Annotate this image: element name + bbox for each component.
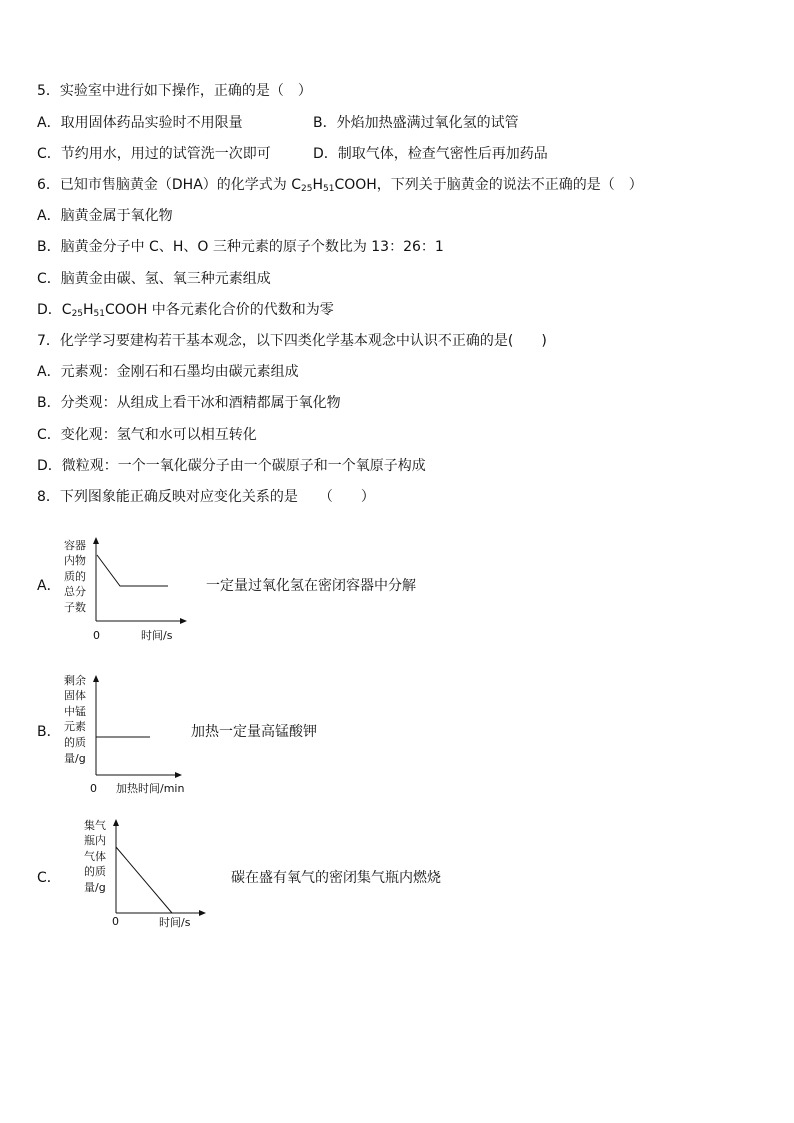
graph-b-origin: 0 bbox=[90, 782, 97, 795]
graph-a-y-arrow bbox=[93, 537, 99, 544]
question-7-stem: 7．化学学习要建构若干基本观念，以下四类化学基本观念中认识不正确的是( ) bbox=[37, 333, 547, 349]
question-6-option-b: B．脑黄金分子中 C、H、O 三种元素的原子个数比为 13：26：1 bbox=[37, 239, 444, 255]
graph-a-curve bbox=[97, 555, 168, 586]
graph-option-c bbox=[80, 815, 220, 935]
graph-a-ylabel-line-5: 子数 bbox=[64, 601, 86, 614]
question-8-option-a-label: A． bbox=[37, 578, 61, 594]
graph-c-origin: 0 bbox=[112, 915, 119, 928]
graph-c-x-arrow bbox=[199, 910, 206, 916]
graph-b-ylabel-line-2: 固体 bbox=[64, 689, 86, 702]
graph-b-ylabel-line-6: 量/g bbox=[64, 752, 86, 765]
graph-b-x-arrow bbox=[175, 772, 182, 778]
graph-b-ylabel-line-4: 元素 bbox=[64, 720, 86, 733]
graph-c-xlabel: 时间/s bbox=[159, 916, 191, 929]
graph-c-ylabel-line-2: 瓶内 bbox=[84, 834, 106, 847]
graph-a-ylabel-line-4: 总分 bbox=[64, 585, 86, 598]
graph-c-curve bbox=[116, 847, 172, 913]
question-7-option-a: A．元素观：金刚石和石墨均由碳元素组成 bbox=[37, 364, 299, 380]
graph-a-svg bbox=[60, 535, 200, 645]
graph-c-ylabel-line-1: 集气 bbox=[84, 819, 106, 832]
question-7-option-c: C．变化观：氢气和水可以相互转化 bbox=[37, 427, 257, 443]
graph-a-ylabel-line-3: 质的 bbox=[64, 570, 86, 583]
graph-c-svg bbox=[80, 815, 220, 935]
question-8-option-a-desc: 一定量过氧化氢在密闭容器中分解 bbox=[206, 578, 416, 594]
graph-c-ylabel-line-5: 量/g bbox=[84, 881, 106, 894]
graph-b-ylabel-line-1: 剩余 bbox=[64, 674, 86, 687]
graph-b-ylabel-line-5: 的质 bbox=[64, 736, 86, 749]
question-8-option-b-desc: 加热一定量高锰酸钾 bbox=[191, 724, 317, 740]
question-8-option-b-label: B． bbox=[37, 724, 61, 740]
question-6-option-c: C．脑黄金由碳、氢、氧三种元素组成 bbox=[37, 271, 271, 287]
question-8-stem: 8．下列图象能正确反映对应变化关系的是 （ ） bbox=[37, 489, 375, 505]
graph-b-svg bbox=[60, 670, 200, 800]
question-5-option-b: B．外焰加热盛满过氧化氢的试管 bbox=[313, 115, 519, 131]
graph-option-b bbox=[60, 670, 200, 800]
question-5-stem: 5．实验室中进行如下操作，正确的是（ ） bbox=[37, 83, 312, 99]
graph-a-xlabel: 时间/s bbox=[141, 629, 173, 642]
graph-c-y-arrow bbox=[113, 819, 119, 826]
question-8-option-c-desc: 碳在盛有氧气的密闭集气瓶内燃烧 bbox=[231, 870, 441, 886]
graph-b-y-arrow bbox=[93, 675, 99, 682]
graph-b-xlabel: 加热时间/min bbox=[116, 782, 185, 795]
question-6-stem: 6．已知市售脑黄金（DHA）的化学式为 $C_{25}H_{51}COOH$，下列关于脑黄金的说法不正确的是（ ） bbox=[37, 177, 643, 194]
graph-c-ylabel-line-3: 气体 bbox=[84, 850, 106, 863]
question-5-option-d: D．制取气体，检查气密性后再加药品 bbox=[313, 146, 548, 162]
graph-a-origin: 0 bbox=[93, 629, 100, 642]
question-5-option-a: A．取用固体药品实验时不用限量 bbox=[37, 115, 243, 131]
question-6-option-a: A．脑黄金属于氧化物 bbox=[37, 208, 173, 224]
question-6-option-d: D．$C_{25}H_{51}COOH$ 中各元素化合价的代数和为零 bbox=[37, 302, 334, 319]
question-5-option-c: C．节约用水，用过的试管洗一次即可 bbox=[37, 146, 271, 162]
question-8-option-c-label: C． bbox=[37, 870, 61, 886]
graph-option-a bbox=[60, 535, 200, 645]
graph-a-ylabel-line-2: 内物 bbox=[64, 554, 86, 567]
graph-a-ylabel-line-1: 容器 bbox=[64, 539, 86, 552]
question-7-option-b: B．分类观：从组成上看干冰和酒精都属于氧化物 bbox=[37, 395, 341, 411]
graph-b-ylabel-line-3: 中锰 bbox=[64, 705, 86, 718]
graph-a-x-arrow bbox=[180, 618, 187, 624]
graph-c-ylabel-line-4: 的质 bbox=[84, 865, 106, 878]
question-7-option-d: D．微粒观：一个一氧化碳分子由一个碳原子和一个氧原子构成 bbox=[37, 458, 426, 474]
